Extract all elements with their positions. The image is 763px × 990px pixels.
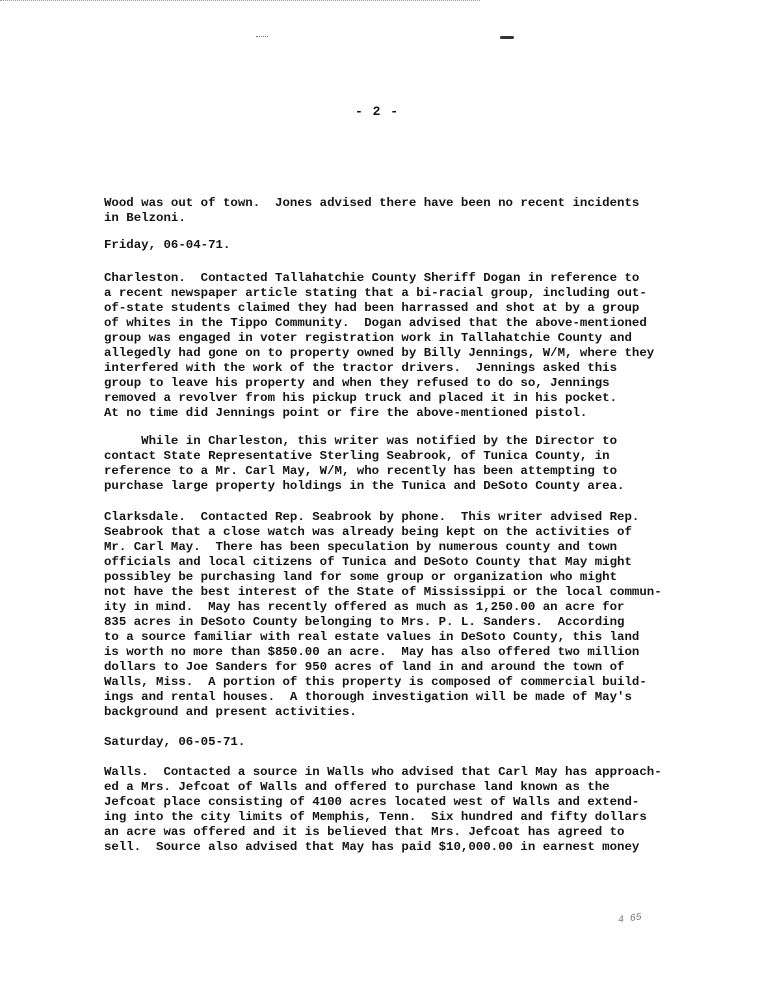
scan-mark-right (500, 36, 514, 39)
date-friday: Friday, 06-04-71. (104, 238, 231, 252)
top-dotted-border (0, 0, 480, 3)
paragraph-clarksdale: Clarksdale. Contacted Rep. Seabrook by phone. This writer advised Rep. Seabrook that a close watch was already being kept on the activities of Mr. Carl May. There has been speculation by numerous county and town officials and local citizens of Tunica and DeSoto County that May might possibley be purchasing land for some group or organization who might not have the best interest of the State of Mississippi or the local commun- ity in mind. May has recently offered as much as 1,250.00 an acre for 835 acres in DeSoto County belonging to Mrs. P. L. Sanders. According to a source familiar with real estate values in DeSoto County, this land is worth no more than $850.00 an acre. May has also offered two million dollars to Joe Sanders for 950 acres of land in and around the town of Walls, Miss. A portion of this property is composed of commercial build- ings and rental houses. A thorough investigation will be made of May's background and present activities. (104, 510, 662, 719)
paragraph-walls: Walls. Contacted a source in Walls who advised that Carl May has approach- ed a Mrs. Jefcoat of Walls and offered to purchase land known as the Jefcoat place consisting of 4100 acres located west of Walls and extend- ing into the city limits of Memphis, Tenn. Six hundred and fifty dollars an acre was offered and it is believed that Mrs. Jefcoat has agreed to sell. Source also advised that May has paid $10,000.00 in earnest money (104, 765, 662, 854)
scan-mark-left (256, 36, 268, 39)
paragraph-charleston: Charleston. Contacted Tallahatchie County Sheriff Dogan in reference to a recent newspaper article stating that a bi-racial group, including out- of-state students claimed they had been harrassed and shot at by a group of whites in the Tippo Community. Dogan advised that the above-mentioned group was engaged in voter registration work in Tallahatchie County and allegedly had gone on to property owned by Billy Jennings, W/M, where they interfered with the work of the tractor drivers. Jennings asked this group to leave his property and when they refused to do so, Jennings removed a revolver from his pickup truck and placed it in his pocket. At no time did Jennings point or fire the above-mentioned pistol. (104, 271, 655, 420)
date-saturday: Saturday, 06-05-71. (104, 735, 246, 749)
paragraph-seabrook-notice: While in Charleston, this writer was notified by the Director to contact State Representative Sterling Seabrook, of Tunica County, in reference to a Mr. Carl May, W/M, who recently has been attempting to purchase large property holdings in the Tunica and DeSoto County area. (104, 434, 625, 493)
page-number: - 2 - (355, 104, 400, 119)
handwritten-mark: 4 65 (617, 912, 643, 927)
paragraph-belzoni: Wood was out of town. Jones advised there have been no recent incidents in Belzoni. (104, 196, 640, 225)
